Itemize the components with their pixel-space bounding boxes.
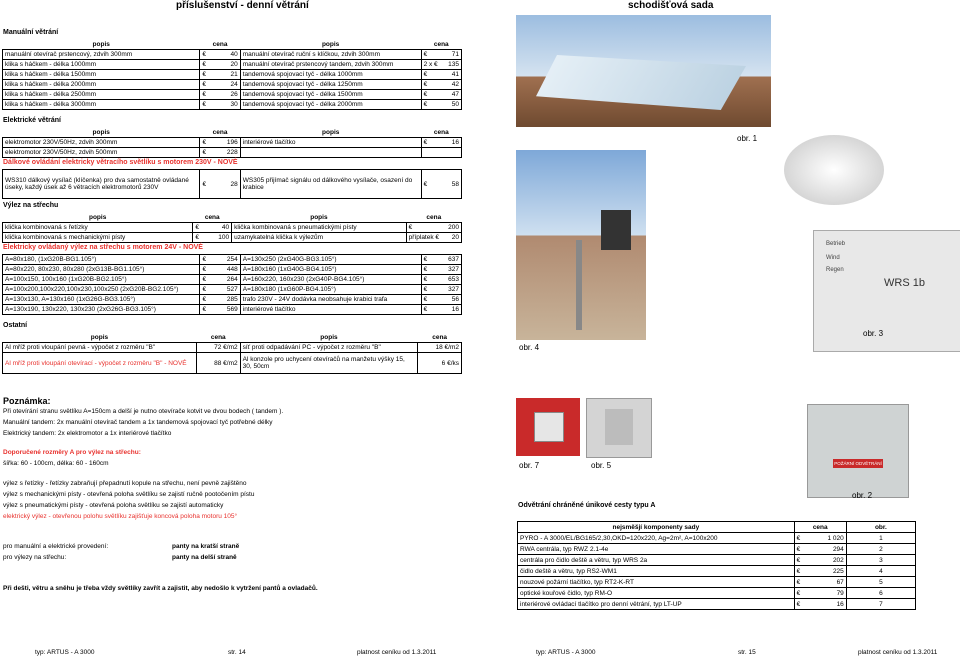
rwa-button-image	[586, 398, 652, 458]
table-row: WS310 dálkový vysílač (klíčenka) pro dva samostatně ovládané úseky, každý úsek až 6 větracích elektromotorů 230V € 28 WS305 přijímač signálu od dálkového vysílače, osazení do krabice € 58	[3, 170, 462, 199]
fig-label: obr. 5	[591, 461, 612, 470]
footer-type: typ: ARTUS - A 3000	[35, 649, 95, 656]
table-row: elektromotor 230V/50Hz, zdvih 300mm € 196 interiérové tlačítko € 16	[3, 138, 462, 148]
table-header-row: popis cena popis cena	[3, 40, 462, 50]
hinge-value: panty na delší straně	[172, 554, 237, 561]
skylight-dome	[536, 55, 746, 110]
table-row: A=100x200,100x220,100x230,100x250 (2xG20B-BG2.105°) € 527 A=180x180 (1xG60P-BG4.105°) € 327	[3, 285, 462, 295]
table-header-row: nejsměšjí komponenty sady cena obr.	[518, 522, 916, 533]
table-row: A=80x180, (1xG20B-BG1.105°) € 254 A=130x250 (2xG40G-BG3.105°) € 637	[3, 255, 462, 265]
warning-text: Při dešti, větru a sněhu je třeba vždy světlíky zavřít a zajistit, aby nedošlo k vytržení pantů a ovladačů.	[3, 585, 318, 592]
fig-label: obr. 3	[863, 329, 884, 338]
table-row: A=80x220, 80x230, 80x280 (2xG13B-BG1.105°) € 448 A=180x160 (1xG40G-BG4.105°) € 327	[3, 265, 462, 275]
manual-heading: Manuální větrání	[3, 29, 59, 36]
right-page-title: schodišťová sada	[628, 0, 714, 11]
hinge-value: panty na kratší straně	[172, 543, 240, 550]
table-row: klika s háčkem - délka 1000mm € 20 manuální otevírač prstencový tandem, zdvih 300mm 2 x € 135	[3, 60, 462, 70]
smoke-detector-image	[782, 125, 887, 225]
note-line: výlez s pneumatickými písty - otevřená poloha světlíku se zajistí automaticky	[3, 502, 224, 509]
note-line: Elektrický tandem: 2x elektromotor a 1x interiérové tlačítko	[3, 430, 172, 437]
note-line: Při otevírání stranu světlíku A=150cm a delší je nutno otevírače kotvit ve dvou bodech ( tandem ).	[3, 408, 284, 415]
rwa-button-face	[605, 409, 633, 445]
sensor-pole	[576, 240, 582, 330]
rain-sensor-photo	[516, 150, 646, 340]
button-face	[534, 412, 564, 442]
roof-electric-price-table	[2, 254, 462, 315]
table-row: interiérové ovládací tlačítko pro denní větrání, typ LT-UP € 16 7	[518, 599, 916, 610]
footer-validity: platnost ceníku od 1.3.2011	[357, 649, 437, 656]
skylight-photo	[516, 15, 771, 127]
fig-label: obr. 4	[519, 343, 540, 352]
table-row: klička kombinovaná s řetízky € 40 klička kombinovaná s pneumatickými písty € 200	[3, 223, 462, 233]
electric-price-table	[2, 128, 462, 158]
footer-page: str. 14	[228, 649, 246, 656]
fire-button-image	[516, 398, 580, 456]
fig-label: obr. 7	[519, 461, 540, 470]
roof-price-table	[2, 213, 462, 243]
table-row: A=100x150, 100x160 (1xG20B-BG2.105°) € 264 A=160x220, 160x230 (2xG40P-BG4.105°) € 653	[3, 275, 462, 285]
left-page-title: příslušenství - denní větrání	[176, 0, 309, 11]
table-row: Al mříž proti vloupání otevírací - výpočet z rozměru "B" - NOVÉ 88 €/m2 Al konzole pro uchycení otevíračů na manžetu výšky 15, 30, 50cm 6 €/ks	[3, 353, 462, 374]
roof-electric-heading: Elektricky ovládaný výlez na střechu s motorem 24V - NOVÉ	[3, 244, 203, 251]
components-table	[517, 521, 916, 610]
hinge-key: pro výlezy na střechu:	[3, 554, 67, 561]
table-row: čidlo deště a větru, typ RS2-WM1 € 225 4	[518, 566, 916, 577]
wrs-panel-image: Betrieb Wind Regen WRS 1b	[813, 230, 960, 352]
table-row: elektromotor 230V/50Hz, zdvih 500mm € 228	[3, 148, 462, 158]
table-row: klika s háčkem - délka 2000mm € 24 tandemová spojovací tyč - délka 1250mm € 42	[3, 80, 462, 90]
table-header-row: popis cena popis cena	[3, 128, 462, 138]
hinge-key: pro manuální a elektrické provedení:	[3, 543, 109, 550]
desc-cell: WS310 dálkový vysílač (klíčenka) pro dva samostatně ovládané úseky, každý úsek až 6 větracích elektromotorů 230V	[3, 170, 200, 199]
table-row: A=130x190, 130x220, 130x230 (2xG26G-BG3.105°) € 569 interiérové tlačítko € 16	[3, 305, 462, 315]
footer-type: typ: ARTUS - A 3000	[536, 649, 596, 656]
note-line: Manuální tandem: 2x manuální otevírač tandem a 1x tandemová spojovací tyč potřebné délky	[3, 419, 273, 426]
other-heading: Ostatní	[3, 322, 28, 329]
table-row: klika s háčkem - délka 3000mm € 30 tandemová spojovací tyč - délka 2000mm € 50	[3, 100, 462, 110]
table-header-row: popis cena popis cena	[3, 213, 462, 223]
sensor-box	[601, 210, 631, 250]
set-caption: Odvětrání chráněné únikové cesty typu A	[518, 502, 656, 509]
note-line-red: elektrický výlez - otevřenou polohu světlíku zajišťuje koncová poloha motoru 105°	[3, 513, 238, 520]
note-line: výlez s řetízky - řetízky zabraňují přepadnutí kopule na střechu, není pevně zajištěno	[3, 480, 247, 487]
electric-remote-heading: Dálkové ovládání elektricky větracího světlíku s motorem 230V - NOVÉ	[3, 159, 238, 166]
electric-heading: Elektrické větrání	[3, 117, 61, 124]
table-row: klička kombinovaná s mechanickými písty € 100 uzamykatelná klička k výlezům příplatek € 20	[3, 233, 462, 243]
other-price-table	[2, 333, 462, 374]
manual-price-table	[2, 40, 462, 110]
roof-heading: Výlez na střechu	[3, 202, 59, 209]
table-row: klika s háčkem - délka 1500mm € 21 tandemová spojovací tyč - délka 1000mm € 41	[3, 70, 462, 80]
note-heading: Poznámka:	[3, 396, 51, 406]
table-row: RWA centrála, typ RWZ 2.1-4e € 294 2	[518, 544, 916, 555]
table-row: PYRO - A 3000/EL/BG165/2,30,OKD=120x220, Ag=2m², A=100x200 € 1 020 1	[518, 533, 916, 544]
table-row: nouzové požární tlačítko, typ RT2-K-RT € 67 5	[518, 577, 916, 588]
table-row: A=130x130, A=130x160 (1xG26G-BG3.105°) € 285 trafo 230V - 24V dodávka neobsahuje krabici trafa € 56	[3, 295, 462, 305]
table-row: optické kouřové čidlo, typ RM-O € 79 6	[518, 588, 916, 599]
detector-body	[784, 135, 884, 205]
footer-page: str. 15	[738, 649, 756, 656]
table-row: manuální otevírač prstencový, zdvih 300mm € 40 manuální otevírač ruční s klíčkou, zdvih 300mm € 71	[3, 50, 462, 60]
table-row: centrála pro čidlo deště a větru, typ WRS 2a € 202 3	[518, 555, 916, 566]
remote-price-table	[2, 169, 462, 199]
table-row: Al mříž proti vloupání pevná - výpočet z rozměru "B" 72 €/m2 síť proti odpadávání PC - výpočet z rozměru "B" 18 €/m2	[3, 343, 462, 353]
rwa-central-image: POŽÁRNÍ ODVĚTRÁNÍ	[807, 404, 909, 498]
dims-heading: Doporučené rozměry A pro výlez na střechu:	[3, 449, 141, 456]
footer-validity: platnost ceníku od 1.3.2011	[858, 649, 938, 656]
table-row: klika s háčkem - délka 2500mm € 26 tandemová spojovací tyč - délka 1500mm € 47	[3, 90, 462, 100]
fig-label: obr. 1	[737, 134, 758, 143]
note-line: výlez s mechanickými písty - otevřená poloha světlíku se zajistí ručně pootočením pístu	[3, 491, 255, 498]
table-header-row: popis cena popis cena	[3, 333, 462, 343]
fig-label: obr. 2	[852, 491, 873, 500]
dims-text: šířka: 60 - 100cm, délka: 60 - 160cm	[3, 460, 109, 467]
